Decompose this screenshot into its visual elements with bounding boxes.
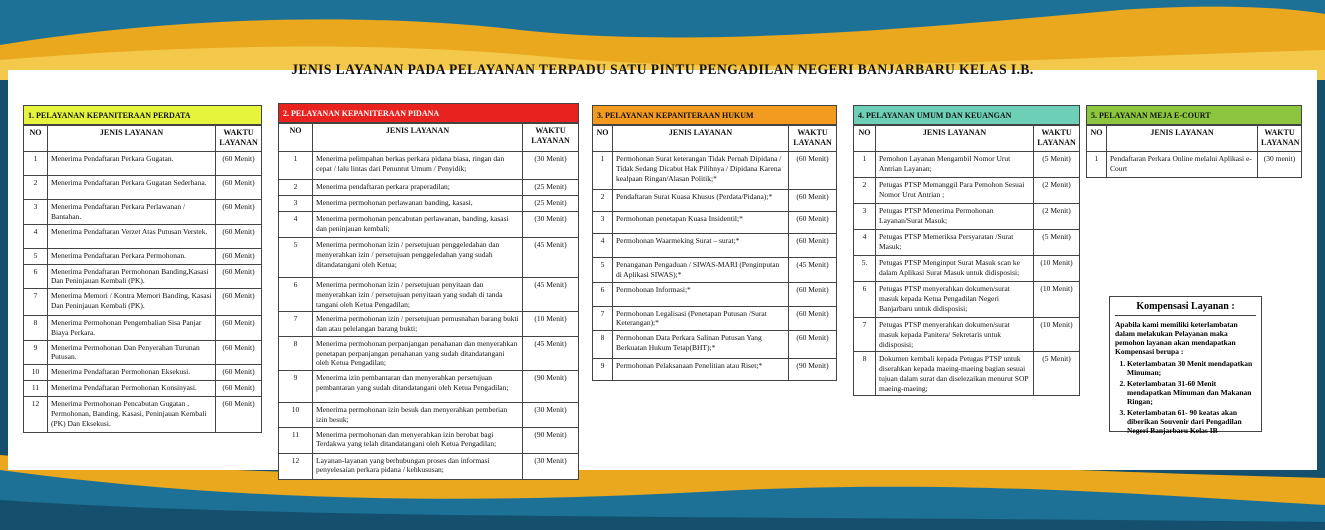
col-no: NO — [854, 126, 876, 152]
panel-header: 3. PELAYANAN KEPANITERAAN HUKUM — [592, 105, 837, 125]
panel-pidana — [278, 103, 579, 480]
row-time: (60 Menit) — [216, 381, 262, 397]
row-no: 8 — [593, 331, 613, 359]
row-text: Menerima Pendaftaran Perkara Gugatan. — [48, 152, 216, 176]
col-no: NO — [24, 126, 48, 152]
row-text: Pendaftaran Perkara Online melalui Aplikasi e-Court — [1107, 152, 1258, 178]
row-no: 11 — [24, 381, 48, 397]
row-no: 11 — [279, 427, 313, 453]
row-time: (90 Menit) — [523, 371, 579, 403]
row-text: Menerima Pendaftaran Perkara Gugatan Sederhana. — [48, 176, 216, 200]
row-no: 3 — [24, 200, 48, 225]
row-time: (60 Menit) — [789, 306, 837, 331]
row-text: Dokumen kembali kepada Petugas PTSP untuk diserahkan kepada maeing-maeing bagian sesuai tujuan dalam surat dan diselezaikan menurut SOP maeing-maeing; — [876, 352, 1034, 396]
row-time: (45 Menit) — [523, 336, 579, 370]
row-text: Petugas PTSP Memeriksa Persyaratan /Surat Masuk; — [876, 230, 1034, 256]
col-no: NO — [1087, 126, 1107, 152]
row-time: (60 Menit) — [216, 200, 262, 225]
row-time: (60 Menit) — [216, 264, 262, 289]
row-text: Petugas PTSP menyerahkan dokumen/surat masuk kepada Panitera/ Sekretaris untuk didisposisi; — [876, 318, 1034, 352]
row-no: 1 — [593, 152, 613, 190]
service-table — [853, 125, 1080, 396]
row-time: (60 Menit) — [216, 176, 262, 200]
row-time: (30 Menit) — [523, 212, 579, 238]
row-text: Menerima Pendaftaran Perkara Perlawanan / Bantahan. — [48, 200, 216, 225]
table-row — [279, 152, 579, 180]
panel-hukum — [592, 105, 837, 381]
row-no: 8 — [24, 316, 48, 341]
row-text: Menerima Permohonan Pengembalian Sisa Panjar Biaya Perkara. — [48, 316, 216, 341]
row-time: (60 Menit) — [789, 282, 837, 306]
table-row — [24, 176, 262, 200]
row-time: (60 Menit) — [216, 152, 262, 176]
table-row — [279, 453, 579, 479]
row-time: (60 Menit) — [216, 224, 262, 248]
row-text: Menerima permohonan izin besuk dan menyerahkan pemberian izin besuk; — [313, 403, 523, 428]
row-time: (5 Menit) — [1034, 152, 1080, 178]
table-row — [279, 278, 579, 312]
row-time: (60 Menit) — [216, 397, 262, 433]
table-row — [279, 371, 579, 403]
row-time: (60 Menit) — [216, 365, 262, 381]
row-time: (5 Menit) — [1034, 230, 1080, 256]
row-text: Permohonan Data Perkara Salinan Putusan Yang Berkuatan Hukum Tetap(BHT);* — [613, 331, 789, 359]
panel-header: 1. PELAYANAN KEPANITERAAN PERDATA — [23, 105, 262, 125]
row-no: 2 — [854, 178, 876, 204]
col-jenis: JENIS LAYANAN — [1107, 126, 1258, 152]
row-time: (30 menit) — [1258, 152, 1302, 178]
row-text: Menerima Pendaftaran Permohonan Konsinyasi. — [48, 381, 216, 397]
row-no: 1 — [854, 152, 876, 178]
row-time: (60 Menit) — [789, 234, 837, 258]
row-text: Pemohon Layanan Mengambil Nomor Urut Antrian Layanan; — [876, 152, 1034, 178]
row-text: Menerima permohonan perlawanan banding, kasasi, — [313, 196, 523, 212]
row-text: Petugas PTSP Menerima Permohonan Layanan/Surat Masuk; — [876, 204, 1034, 230]
table-row — [279, 238, 579, 278]
row-time: (10 Menit) — [1034, 282, 1080, 318]
table-row — [24, 289, 262, 316]
row-time: (60 Menit) — [216, 340, 262, 365]
row-text: Menerima permohonan izin / persetujuan penggeledahan dan menyerahkan izin / persetujuan penggeledahan yang sudah ditandatangani oleh Ketua; — [313, 238, 523, 278]
row-time: (90 Menit) — [523, 427, 579, 453]
table-row — [593, 282, 837, 306]
kompensasi-list — [1115, 359, 1256, 435]
table-row — [24, 264, 262, 289]
row-no: 8 — [279, 336, 313, 370]
row-no: 9 — [24, 340, 48, 365]
col-jenis: JENIS LAYANAN — [613, 126, 789, 152]
service-table — [23, 125, 262, 433]
table-row — [593, 359, 837, 381]
table-row — [24, 248, 262, 264]
row-text: Menerima pendaftaran perkara praperadilan; — [313, 180, 523, 196]
row-no: 4 — [24, 224, 48, 248]
row-no: 5 — [24, 248, 48, 264]
row-text: Menerima Permohonan Dan Penyerahan Turunan Putusan. — [48, 340, 216, 365]
table-row — [593, 306, 837, 331]
row-time: (60 Menit) — [216, 248, 262, 264]
table-row — [24, 365, 262, 381]
row-no: 6 — [279, 278, 313, 312]
row-text: Menerima izin pembantaran dan menyerahkan persetujuan pembantaran yang sudah ditandatangani oleh Ketua Pengadilan; — [313, 371, 523, 403]
col-jenis: JENIS LAYANAN — [313, 124, 523, 152]
row-no: 3 — [593, 212, 613, 234]
table-row — [279, 196, 579, 212]
row-time: (25 Menit) — [523, 180, 579, 196]
col-waktu: WAKTU LAYANAN — [216, 126, 262, 152]
service-table — [278, 123, 579, 480]
row-time: (60 Menit) — [789, 190, 837, 212]
row-text: Menerima Pendaftaran Perkara Permohonan. — [48, 248, 216, 264]
kompensasi-item: 3. Keterlambatan 61- 90 keatas akan diberikan Souvenir dari Pengadilan Negeri Banjarbaru Kelas IB — [1127, 408, 1256, 435]
row-no: 3 — [279, 196, 313, 212]
row-no: 2 — [279, 180, 313, 196]
row-time: (2 Menit) — [1034, 178, 1080, 204]
col-no: NO — [593, 126, 613, 152]
row-no: 1 — [279, 152, 313, 180]
row-time: (30 Menit) — [523, 403, 579, 428]
page-title: JENIS LAYANAN PADA PELAYANAN TERPADU SATU PINTU PENGADILAN NEGERI BANJARBARU KELAS I.B. — [291, 62, 1034, 78]
row-text: Penanganan Pengaduan / SIWAS-MARI (Penginputan di Aplikasi SIWAS);* — [613, 258, 789, 283]
row-text: Pendaftaran Surat Kuasa Khusus (Perdata/Pidana);* — [613, 190, 789, 212]
table-row — [854, 178, 1080, 204]
row-time: (30 Menit) — [523, 152, 579, 180]
table-row — [854, 204, 1080, 230]
table-row — [279, 403, 579, 428]
col-waktu: WAKTU LAYANAN — [789, 126, 837, 152]
row-time: (60 Menit) — [216, 289, 262, 316]
row-text: Petugas PTSP menyerahkan dokumen/surat masuk kepada Ketua Pengadilan Negeri Banjarbaru untuk didisposisi; — [876, 282, 1034, 318]
table-row — [854, 282, 1080, 318]
table-header — [1087, 126, 1302, 152]
row-time: (25 Menit) — [523, 196, 579, 212]
row-no: 6 — [24, 264, 48, 289]
panel-umum — [853, 105, 1080, 396]
panel-header: 5. PELAYANAN MEJA E-COURT — [1086, 105, 1302, 125]
row-text: Permohonan Legalisasi (Penetapan Putusan /Surat Keterangan);* — [613, 306, 789, 331]
table-row — [854, 256, 1080, 282]
row-time: (45 Menit) — [789, 258, 837, 283]
table-row — [279, 427, 579, 453]
kompensasi-item: 2. Keterlambatan 31-60 Menit mendapatkan Minuman dan Makanan Ringan; — [1127, 379, 1256, 406]
row-time: (90 Menit) — [789, 359, 837, 381]
table-row — [593, 258, 837, 283]
row-text: Menerima Permohonan Pencabutan Gugatan , Permohonan, Banding, Kasasi, Peninjauan Kembali (PK) Dan Eksekusi. — [48, 397, 216, 433]
table-row — [593, 234, 837, 258]
col-jenis: JENIS LAYANAN — [48, 126, 216, 152]
table-header — [24, 126, 262, 152]
kompensasi-box — [1109, 296, 1262, 435]
row-time: (60 Menit) — [789, 212, 837, 234]
kompensasi-title: Kompensasi Layanan : — [1115, 301, 1256, 316]
row-no: 10 — [279, 403, 313, 428]
row-no: 1 — [24, 152, 48, 176]
row-text: Menerima Pendaftaran Permohonan Eksekusi. — [48, 365, 216, 381]
kompensasi-item: 1. Keterlambatan 30 Menit mendapatkan Minuman; — [1127, 359, 1256, 377]
row-time: (10 Menit) — [1034, 256, 1080, 282]
row-no: 7 — [279, 312, 313, 337]
row-no: 4 — [593, 234, 613, 258]
row-no: 9 — [279, 371, 313, 403]
table-header — [279, 124, 579, 152]
table-row — [854, 352, 1080, 396]
table-row — [593, 212, 837, 234]
col-waktu: WAKTU LAYANAN — [1034, 126, 1080, 152]
row-text: Menerima permohonan izin / persetujuan pemusnahan barang bukti dan atau pelelangan barang bukti; — [313, 312, 523, 337]
row-no: 2 — [24, 176, 48, 200]
col-waktu: WAKTU LAYANAN — [523, 124, 579, 152]
row-text: Layanan-layanan yang berhubungan proses dan informasi penyelesaian perkara pidana / kehkususan; — [313, 453, 523, 479]
row-text: Permohonan penetapan Kuasa Insidentil;* — [613, 212, 789, 234]
row-time: (60 Menit) — [789, 152, 837, 190]
row-text: Menerima permohonan dan menyerahkan izin berobat bagi Terdakwa yang telah ditandatangani oleh Ketua Pengadilan; — [313, 427, 523, 453]
row-no: 10 — [24, 365, 48, 381]
table-row — [24, 152, 262, 176]
table-row — [279, 312, 579, 337]
row-no: 5 — [279, 238, 313, 278]
row-text: Menerima permohonan pencabutan perlawanan, banding, kasasi dan peninjauan kembali; — [313, 212, 523, 238]
table-row — [24, 200, 262, 225]
row-text: Menerima pelimpahan berkas perkara pidana biasa, ringan dan cepat / lalu lintas dari Penuntut Umum / Penyidik; — [313, 152, 523, 180]
row-time: (10 Menit) — [523, 312, 579, 337]
col-jenis: JENIS LAYANAN — [876, 126, 1034, 152]
row-text: Permohonan Pelaksanaan Penelitian atau Riset;* — [613, 359, 789, 381]
col-waktu: WAKTU LAYANAN — [1258, 126, 1302, 152]
table-header — [854, 126, 1080, 152]
row-no: 9 — [593, 359, 613, 381]
table-row — [24, 316, 262, 341]
table-row — [854, 318, 1080, 352]
table-row — [854, 152, 1080, 178]
table-row — [279, 212, 579, 238]
table-row — [24, 340, 262, 365]
row-time: (60 Menit) — [216, 316, 262, 341]
row-text: Menerima permohonan perpanjangan penahanan dan menyerahkan penetapan perpanjangan penahanan yang sudah ditandatangani oleh Ketua Pengadilan; — [313, 336, 523, 370]
row-no: 4 — [279, 212, 313, 238]
row-text: Petugas PTSP Menginput Surat Masuk scan ke dalam Aplikasi Surat Masuk untuk didisposisi; — [876, 256, 1034, 282]
row-no: 3 — [854, 204, 876, 230]
row-time: (60 Menit) — [789, 331, 837, 359]
panel-ecourt — [1086, 105, 1302, 178]
row-text: Menerima Pendaftaran Permohonan Banding,Kasasi Dan Peninjauan Kembali (PK). — [48, 264, 216, 289]
row-no: 7 — [24, 289, 48, 316]
kompensasi-intro: Apabila kami memiliki keterlambatan dalam melakukan Pelayanan maka pemohon layanan akan mendapatkan Kompensasi berupa : — [1115, 320, 1238, 356]
panel-header: 2. PELAYANAN KEPANITERAAN PIDANA — [278, 103, 579, 123]
row-no: 6 — [854, 282, 876, 318]
row-no: 5. — [854, 256, 876, 282]
row-text: Permohonan Informasi;* — [613, 282, 789, 306]
row-no: 2 — [593, 190, 613, 212]
service-table — [592, 125, 837, 381]
table-row — [593, 190, 837, 212]
row-time: (2 Menit) — [1034, 204, 1080, 230]
table-row — [24, 381, 262, 397]
row-text: Permohonan Waarmeking Surat – surat;* — [613, 234, 789, 258]
row-no: 7 — [854, 318, 876, 352]
table-header — [593, 126, 837, 152]
row-no: 5 — [593, 258, 613, 283]
row-no: 12 — [279, 453, 313, 479]
row-time: (45 Menit) — [523, 278, 579, 312]
row-no: 1 — [1087, 152, 1107, 178]
row-time: (5 Menit) — [1034, 352, 1080, 396]
row-text: Menerima Pendaftaran Verzet Atas Putusan Verstek. — [48, 224, 216, 248]
row-time: (30 Menit) — [523, 453, 579, 479]
table-row — [854, 230, 1080, 256]
table-row — [593, 331, 837, 359]
row-no: 12 — [24, 397, 48, 433]
row-text: Menerima Memori / Kontra Memori Banding, Kasasi Dan Peninjauan Kembali (PK). — [48, 289, 216, 316]
service-table — [1086, 125, 1302, 178]
table-row — [279, 180, 579, 196]
table-row — [1087, 152, 1302, 178]
row-no: 4 — [854, 230, 876, 256]
col-no: NO — [279, 124, 313, 152]
row-text: Permohonan Surat keterangan Tidak Pernah Dipidana / Tidak Sedang Dicabut Hak Pilihnya / Dipidana Karena kealpaan Ringan/Alasan Politik;* — [613, 152, 789, 190]
table-row — [279, 336, 579, 370]
row-time: (45 Menit) — [523, 238, 579, 278]
row-text: Petugas PTSP Memanggil Para Pemohon Sesuai Nomor Urut Antrian ; — [876, 178, 1034, 204]
row-no: 6 — [593, 282, 613, 306]
row-text: Menerima permohonan izin / persetujuan penyitaan dan menyerahkan izin / persetujuan penyitaan yang sudah di tanda tangani oleh Ketua Pengadilan; — [313, 278, 523, 312]
row-no: 8 — [854, 352, 876, 396]
panel-perdata — [23, 105, 262, 433]
row-time: (10 Menit) — [1034, 318, 1080, 352]
table-row — [24, 397, 262, 433]
table-row — [593, 152, 837, 190]
panel-header: 4. PELAYANAN UMUM DAN KEUANGAN — [853, 105, 1080, 125]
table-row — [24, 224, 262, 248]
row-no: 7 — [593, 306, 613, 331]
